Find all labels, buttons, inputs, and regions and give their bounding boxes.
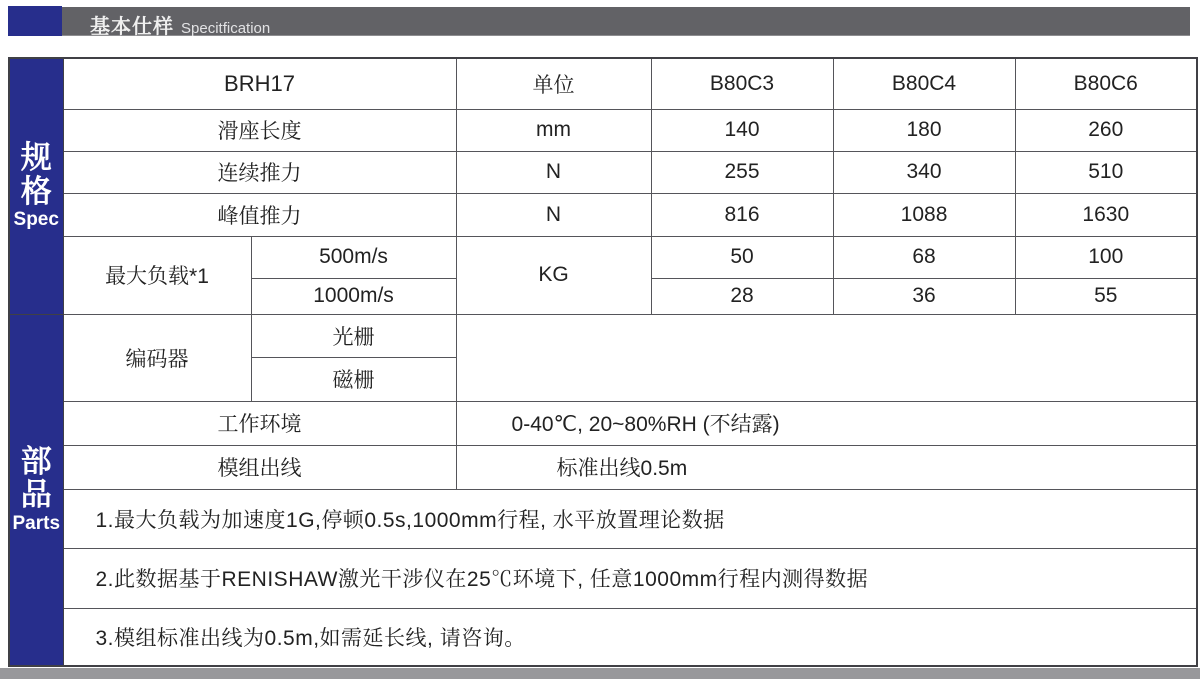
- table-row-header: [9, 58, 1197, 109]
- sidebar-section-spec: [9, 58, 63, 314]
- table-row-max-load-500: [9, 236, 1197, 278]
- unit-cell: N: [456, 193, 651, 236]
- sidebar-section-parts: [9, 314, 63, 666]
- row-label: 峰值推力: [63, 193, 456, 236]
- value-cell: 140: [651, 109, 833, 151]
- table-row-note-2: [9, 548, 1197, 608]
- row-label: 工作环境: [63, 401, 456, 445]
- sidebar-parts-cn2: 品: [20, 477, 52, 513]
- value-cell: 68: [833, 236, 1015, 278]
- note-text: 2.此数据基于RENISHAW激光干涉仪在25℃环境下, 任意1000mm行程内测得数据: [63, 548, 1197, 608]
- row-label: 滑座长度: [63, 109, 456, 151]
- page-title-cn: 基本仕样: [90, 16, 174, 38]
- value-cell: 100: [1015, 236, 1197, 278]
- sub-label: 500m/s: [251, 236, 456, 278]
- page-title-en: Specitfication: [181, 20, 271, 37]
- sub-label: 光栅: [251, 314, 456, 357]
- value-cell: 1630: [1015, 193, 1197, 236]
- sidebar-spec-cn1: 规: [20, 140, 52, 176]
- table-row-cable: [9, 445, 1197, 489]
- value-cell: 36: [833, 278, 1015, 314]
- value-cell: 510: [1015, 151, 1197, 193]
- table-row-peak-force: [9, 193, 1197, 236]
- model-name-cell: BRH17: [63, 58, 456, 109]
- value-cell: 1088: [833, 193, 1015, 236]
- unit-cell: KG: [456, 236, 651, 314]
- value-cell: 255: [651, 151, 833, 193]
- note-text: 3.模组标准出线为0.5m,如需延长线, 请咨询。: [63, 608, 1197, 666]
- value-cell: 55: [1015, 278, 1197, 314]
- value-cell-cable: 标准出线0.5m: [456, 445, 1197, 489]
- model-column-header: B80C3: [651, 58, 833, 109]
- value-cell: 180: [833, 109, 1015, 151]
- value-cell: 50: [651, 236, 833, 278]
- table-row-continuous-force: [9, 151, 1197, 193]
- model-column-header: B80C6: [1015, 58, 1197, 109]
- row-label: 模组出线: [63, 445, 456, 489]
- value-cell: 260: [1015, 109, 1197, 151]
- encoder-empty-cell: [456, 314, 1197, 401]
- row-label-max-load: 最大负载*1: [63, 236, 251, 314]
- unit-cell: N: [456, 151, 651, 193]
- sub-label: 磁栅: [251, 357, 456, 401]
- bottom-divider-strip: [0, 668, 1200, 679]
- section-header-bar: [8, 7, 1190, 36]
- value-cell: 816: [651, 193, 833, 236]
- table-row-encoder-optical: [9, 314, 1197, 357]
- row-label: 连续推力: [63, 151, 456, 193]
- table-row-note-1: [9, 489, 1197, 548]
- table-row-slide-length: [9, 109, 1197, 151]
- sidebar-spec-cn2: 格: [20, 173, 52, 209]
- page-title: [90, 7, 270, 36]
- table-row-note-3: [9, 608, 1197, 666]
- model-column-header: B80C4: [833, 58, 1015, 109]
- note-text: 1.最大负载为加速度1G,停顿0.5s,1000mm行程, 水平放置理论数据: [63, 489, 1197, 548]
- unit-cell: mm: [456, 109, 651, 151]
- spec-table-wrapper: [8, 57, 1196, 667]
- value-cell: 340: [833, 151, 1015, 193]
- title-accent-block: [8, 6, 62, 36]
- table-row-environment: [9, 401, 1197, 445]
- unit-header-cell: 单位: [456, 58, 651, 109]
- sub-label: 1000m/s: [251, 278, 456, 314]
- value-cell: 28: [651, 278, 833, 314]
- value-cell-environment: 0-40℃, 20~80%RH (不结露): [456, 401, 1197, 445]
- sidebar-parts-cn1: 部: [20, 443, 52, 479]
- row-label-encoder: 编码器: [63, 314, 251, 401]
- sidebar-spec-en: Spec: [13, 209, 59, 231]
- sidebar-parts-en: Parts: [12, 512, 61, 534]
- spec-table: [8, 57, 1198, 667]
